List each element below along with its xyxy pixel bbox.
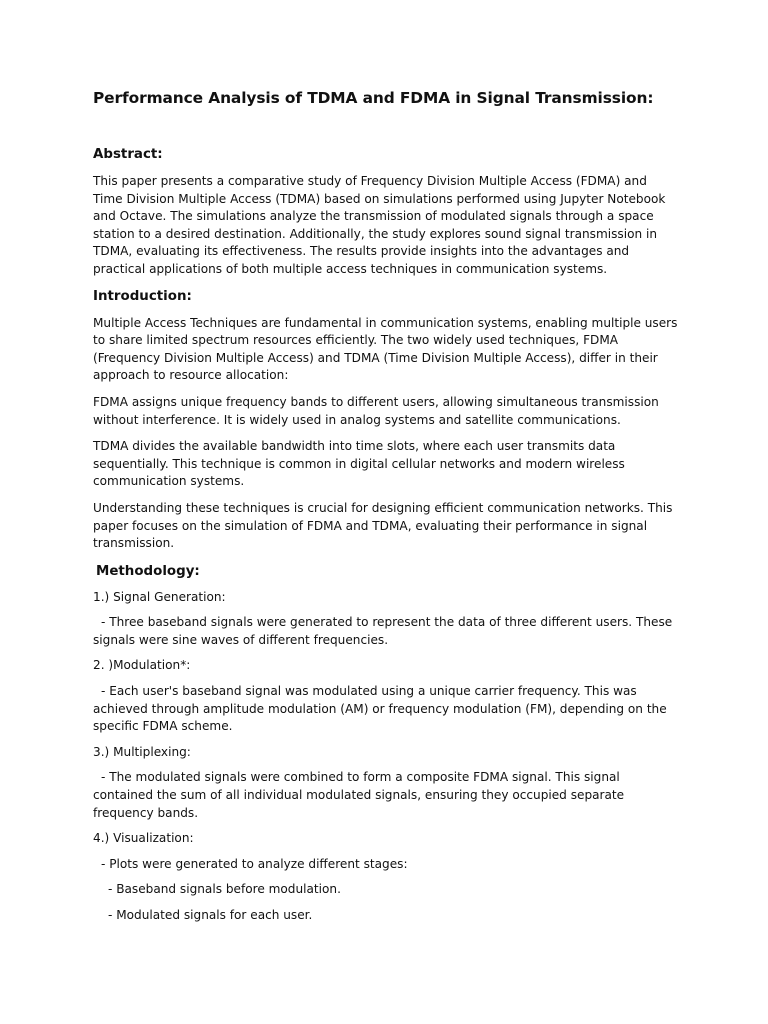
document-body [93, 88, 678, 925]
introduction-paragraph: Multiple Access Techniques are fundamental in communication systems, enabling multiple users to share limited spectrum resources efficiently. The two widely used techniques, FDMA (Frequency Division Multiple Access) and TDMA (Time Division Multiple Access), differ in their approach to resource allocation: [93, 315, 678, 383]
document-title: Performance Analysis of TDMA and FDMA in Signal Transmission: [93, 89, 654, 107]
visualization-item-modulated: - Modulated signals for each user. [108, 908, 313, 922]
fdma-paragraph: FDMA assigns unique frequency bands to different users, allowing simultaneous transmission without interference. It is widely used in analog systems and satellite communications. [93, 394, 659, 427]
visualization-item-baseband: - Baseband signals before modulation. [108, 882, 341, 897]
methodology-heading: Methodology: [96, 563, 200, 579]
abstract-heading: Abstract: [93, 147, 163, 162]
step-label-multiplexing: 3.) Multiplexing: [93, 744, 191, 759]
step-label-signal-generation: 1.) Signal Generation: [93, 589, 226, 604]
step-label-visualization: 4.) Visualization: [93, 831, 194, 846]
tdma-paragraph: TDMA divides the available bandwidth into time slots, where each user transmits data sequentially. This technique is common in digital cellular networks and modern wireless communication systems. [93, 439, 625, 489]
introduction-heading: Introduction: [93, 288, 192, 304]
step-detail-visualization: - Plots were generated to analyze different stages: [101, 856, 408, 871]
abstract-paragraph: This paper presents a comparative study of Frequency Division Multiple Access (FDMA) and Time Division Multiple Access (TDMA) based on simulations performed using Jupyter Notebook and Octave. The simulations analyze the transmission of modulated signals through a space station to a desired destination. Additionally, the study explores sound signal transmission in TDMA, evaluating its effectiveness. The results provide insights into the advantages and practical applications of both multiple access techniques in communication systems. [93, 174, 666, 276]
step-detail-multiplexing: - The modulated signals were combined to form a composite FDMA signal. This signal contained the sum of all individual modulated signals, ensuring they occupied separate frequency bands. [93, 770, 625, 820]
step-label-modulation: 2. )Modulation*: [93, 658, 191, 673]
understanding-paragraph: Understanding these techniques is crucial for designing efficient communication networks. This paper focuses on the simulation of FDMA and TDMA, evaluating their performance in signal transmission. [93, 500, 673, 551]
step-detail-modulation: - Each user's baseband signal was modulated using a unique carrier frequency. This was achieved through amplitude modulation (AM) or frequency modulation (FM), depending on the specific FDMA scheme. [93, 684, 667, 734]
step-detail-signal-generation: - Three baseband signals were generated to represent the data of three different users. These signals were sine waves of different frequencies. [93, 615, 673, 647]
